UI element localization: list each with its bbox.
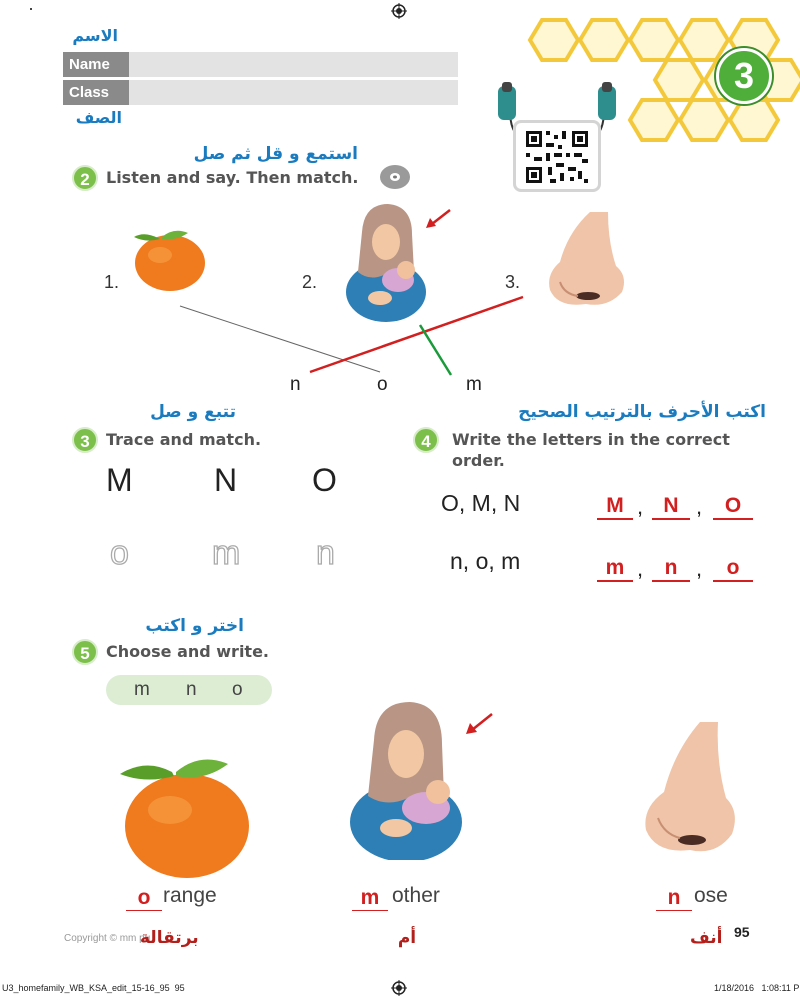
item3-number: 3. <box>505 272 521 292</box>
comma: , <box>696 556 703 581</box>
trace-lower-n[interactable]: n <box>316 534 335 572</box>
timestamp: 1/18/2016 1:08:11 P <box>714 983 800 993</box>
word1-rest: range <box>163 884 217 907</box>
match-letter-n: n <box>290 374 301 395</box>
matching-lines <box>0 0 800 400</box>
unit-badge: 3 <box>716 48 772 104</box>
section2-title: Listen and say. Then match. <box>106 168 359 187</box>
section4-number: 4 <box>413 427 439 453</box>
section4-title-line1: Write the letters in the correct <box>452 430 730 449</box>
word1-arabic: برتقالة <box>140 928 199 948</box>
section3-title-arabic: تتبع و صل <box>150 402 236 422</box>
choice-m: m <box>134 679 150 700</box>
class-label: Class <box>63 80 129 105</box>
comma: , <box>637 494 644 519</box>
pointer-arrow-icon <box>464 712 494 736</box>
order-row2-answer3[interactable]: o <box>713 556 753 582</box>
word2-rest: other <box>392 884 440 907</box>
order-row1-answer2[interactable]: N <box>652 494 690 520</box>
section5-number: 5 <box>72 639 98 665</box>
item1-number: 1. <box>104 272 120 292</box>
choice-n: n <box>186 679 197 700</box>
orange-image <box>112 750 262 880</box>
section5-title-arabic: اختر و اكتب <box>145 616 244 636</box>
trace-lower-m[interactable]: m <box>212 534 241 572</box>
file-name: U3_homefamily_WB_KSA_edit_15-16_95 95 <box>2 983 185 993</box>
page-number: 95 <box>734 924 750 940</box>
word3-rest: ose <box>694 884 728 907</box>
registration-mark-icon <box>391 980 407 996</box>
order-row2-answer2[interactable]: n <box>652 556 690 582</box>
word3-arabic: أنف <box>690 928 723 948</box>
trace-lower-o[interactable]: o <box>110 534 129 572</box>
word2-arabic: أم <box>397 928 417 948</box>
mother-baby-image <box>346 700 466 860</box>
word1-answer[interactable]: o <box>126 886 162 911</box>
match-letter-o: o <box>377 374 388 395</box>
trace-upper-o: O <box>312 462 337 498</box>
order-row1-given: O, M, N <box>441 490 521 516</box>
section5-title: Choose and write. <box>106 642 270 661</box>
section4-title-arabic: اكتب الأحرف بالترتيب الصحيح <box>518 402 766 422</box>
choice-o: o <box>232 679 243 700</box>
section4-title-line2: order. <box>452 451 505 470</box>
order-row2-given: n, o, m <box>450 548 521 574</box>
order-row1-answer3[interactable]: O <box>713 494 753 520</box>
copyright-text: Copyright © mm pu <box>64 933 151 944</box>
name-label-arabic: الاسم <box>72 26 118 45</box>
item2-number: 2. <box>302 272 318 292</box>
nose-image <box>630 722 742 862</box>
comma: , <box>696 494 703 519</box>
class-label-arabic: الصف <box>75 108 122 127</box>
trace-upper-m: M <box>106 462 133 498</box>
section2-title-arabic: استمع و قل ثم صل <box>193 144 358 164</box>
section2-number: 2 <box>72 165 98 191</box>
comma: , <box>637 556 644 581</box>
match-letter-m: m <box>466 374 482 395</box>
word3-answer[interactable]: n <box>656 886 692 911</box>
section3-title: Trace and match. <box>106 430 262 449</box>
order-row1-answer1[interactable]: M <box>597 494 633 520</box>
name-label: Name <box>63 52 129 77</box>
order-row2-answer1[interactable]: m <box>597 556 633 582</box>
trace-upper-n: N <box>214 462 238 498</box>
word2-answer[interactable]: m <box>352 886 388 911</box>
section3-number: 3 <box>72 427 98 453</box>
